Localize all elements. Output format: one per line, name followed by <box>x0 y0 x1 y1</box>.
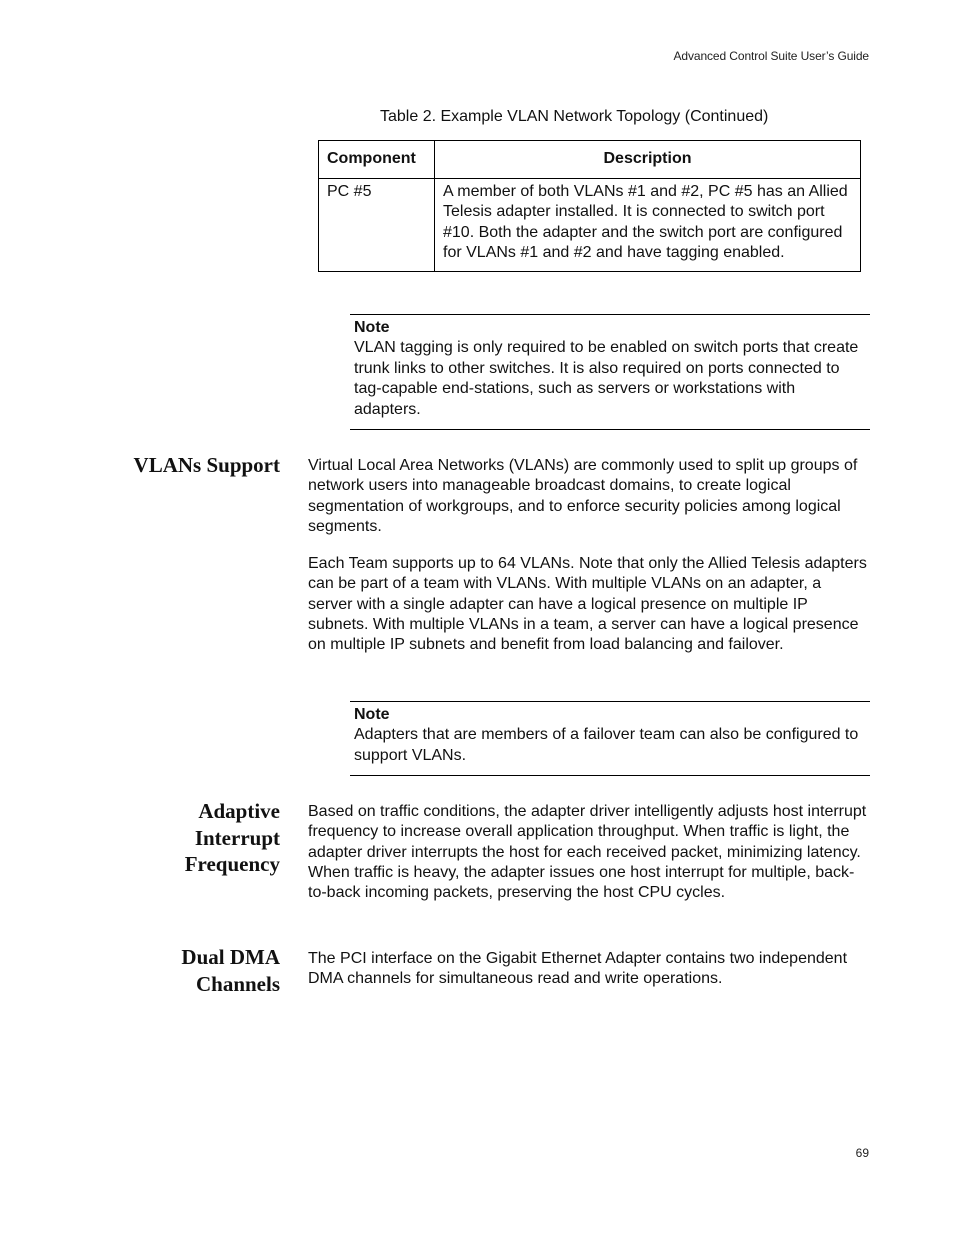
column-header-description: Description <box>435 141 861 179</box>
table-header-row <box>319 141 861 179</box>
heading-line: Adaptive <box>198 799 280 823</box>
cell-description: A member of both VLANs #1 and #2, PC #5 has an Allied Telesis adapter installed. It is connected to switch port #10. Both the adapter and the switch port are configured for VLANs #1 and #2 and have tagging enabled. <box>435 179 861 272</box>
heading-line: Dual DMA <box>181 945 280 969</box>
note-title: Note <box>354 319 390 336</box>
heading-vlans-support: VLANs Support <box>133 453 280 477</box>
heading-line: Channels <box>195 971 280 996</box>
note-title: Note <box>354 706 390 723</box>
column-header-component: Component <box>319 141 435 179</box>
note-vlan-tagging <box>350 314 870 430</box>
aif-paragraph: Based on traffic conditions, the adapter driver intelligently adjusts host interrupt frequency to increase overall application throughput. When traffic is light, the adapter driver interrupts the host for each received packet, minimizing latency. When traffic is heavy, the adapter issues one host interrupt for multiple, back-to-back incoming packets, preserving the host CPU cycles. <box>308 803 867 902</box>
note-text: VLAN tagging is only required to be enabled on switch ports that create trunk links to other switches. It is also required on ports connected to tag-capable end-stations, such as servers or workstations with adapters. <box>354 339 859 418</box>
vlans-paragraph-1: Virtual Local Area Networks (VLANs) are commonly used to split up groups of network users into manageable broadcast domains, to create logical segmentation of workgroups, and to enforce security policies among logical segments. <box>308 457 858 535</box>
table-row <box>319 179 861 272</box>
page-number: 69 <box>855 1146 869 1160</box>
cell-component: PC #5 <box>319 179 435 272</box>
vlan-topology-table <box>318 140 861 272</box>
heading-line: Interrupt <box>194 825 280 850</box>
heading-adaptive-interrupt-frequency <box>110 798 280 878</box>
heading-dual-dma-channels <box>110 944 280 997</box>
heading-line: Frequency <box>184 852 280 876</box>
vlans-paragraph-2: Each Team supports up to 64 VLANs. Note that only the Allied Telesis adapters can be part of a team with VLANs. With multiple VLANs on an adapter, a server with a single adapter can have a logical presence on multiple IP subnets. With multiple VLANs in a team, a server can have a logical presence on multiple IP subnets and benefit from load balancing and failover. <box>308 555 867 654</box>
note-text: Adapters that are members of a failover team can also be configured to support VLANs. <box>354 726 859 764</box>
table-caption: Table 2. Example VLAN Network Topology (Continued) <box>380 108 769 125</box>
note-failover-vlans <box>350 701 870 776</box>
dma-paragraph: The PCI interface on the Gigabit Ethernet Adapter contains two independent DMA channels for simultaneous read and write operations. <box>308 950 848 988</box>
running-header: Advanced Control Suite User’s Guide <box>673 49 869 63</box>
